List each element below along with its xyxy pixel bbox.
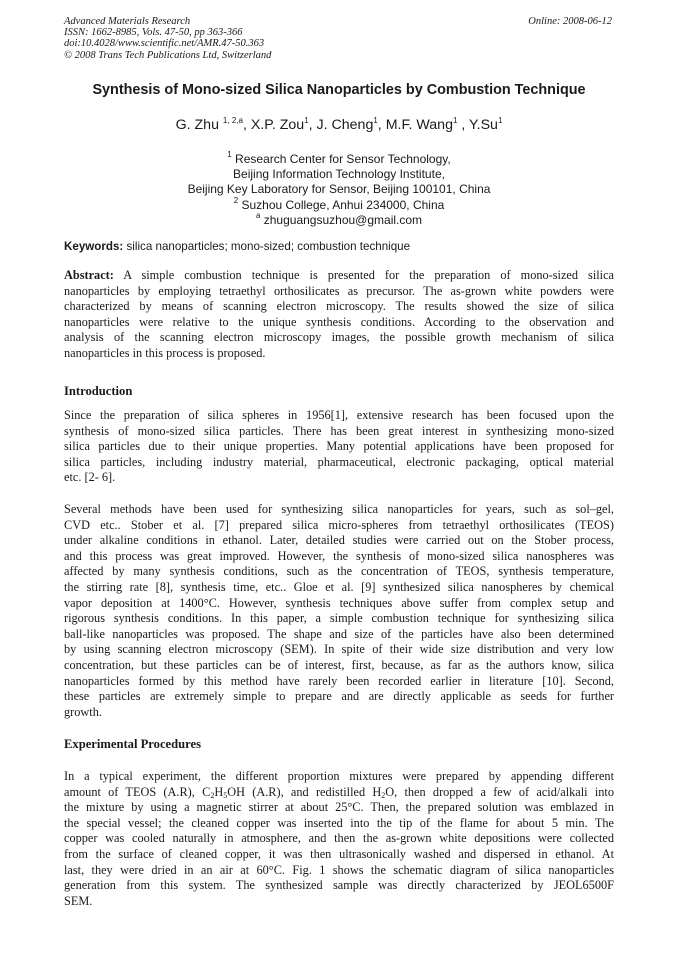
affil-mark: 2 [233, 195, 239, 205]
affil-line: Beijing Key Laboratory for Sensor, Beijing 100101, China [187, 182, 491, 197]
text-line-with-formulas [64, 785, 614, 801]
text-line: etc. [2- 6]. [64, 470, 116, 485]
author-separator: , [308, 117, 317, 133]
text-line: CVD etc.. Stober et al. [7] prepared silica micro-spheres from tetraethyl orthosilicates (TEOS) [64, 517, 614, 532]
text-line: last, they were dried in an air at 60°C. Fig. 1 shows the schematic diagram of silica nanoparticles [64, 862, 614, 877]
text-fragment: amount of TEOS (A.R), C [64, 784, 211, 799]
abstract-line: nanoparticles were relative to the unique synthesis conditions. According to the observation and [64, 314, 614, 329]
text-line: concentration, but these particles can be of interest, first, because, as far as the authors know, silica [64, 657, 614, 672]
experimental-paragraph [64, 769, 614, 909]
text-line: synthesis of mono-sized silica particles. There has been great interest in synthesizing mono-sized [64, 423, 614, 438]
journal-header [64, 16, 424, 61]
abstract-line: characterized by means of scanning electron microscopy. The results showed the size of silica [64, 299, 614, 314]
text-line: Since the preparation of silica spheres in 1956[1], extensive research has been focused upon the [64, 408, 614, 422]
text-line: In a typical experiment, the different proportion mixtures were prepared by appending different [64, 769, 614, 783]
author-name: M.F. Wang [385, 117, 453, 133]
author-name: J. Cheng [316, 117, 374, 133]
text-line: these particles are extremely simple to prepare and are directly applicable as seeds for further [64, 689, 614, 704]
text-line: SEM. [64, 893, 93, 908]
text-line: the stirring rate [8], synthesis time, etc.. Gloe et al. [9] synthesized silica nanospheres by chemical [64, 579, 614, 594]
subscript: 5 [223, 790, 228, 800]
author-affil-mark: 1 [497, 116, 503, 125]
author-email[interactable]: zhuguangsuzhou@gmail.com [260, 212, 423, 227]
text-line: and this process was great improved. However, the synthesis of mono-sized silica nanospheres was [64, 548, 614, 563]
abstract-line: analysis of the scanning electron microscopy images, the possible growth mechanism of silica [64, 330, 614, 345]
subscript: 2 [210, 790, 215, 800]
text-line: rigorous synthesis conditions. In this paper, a simple combustion technique for synthesizing silica [64, 611, 614, 626]
text-fragment: O, then dropped a few of acid/alkali into [385, 784, 614, 799]
text-line: silica particles due to their unique properties. Many potential applications have been proposed for [64, 439, 614, 454]
section-heading-introduction: Introduction [64, 384, 133, 398]
abstract-line: nanoparticles in this process is proposed. [64, 345, 266, 360]
keywords [64, 240, 614, 253]
journal-name: Advanced Materials Research [64, 16, 191, 27]
section-heading-experimental: Experimental Procedures [64, 737, 201, 751]
abstract [64, 268, 614, 362]
author-separator: , [377, 117, 386, 133]
affil-mark: 1 [227, 150, 232, 159]
abstract-label: Abstract: [64, 268, 114, 282]
paper-title: Synthesis of Mono-sized Silica Nanoparticles by Combustion Technique [92, 82, 586, 98]
author-affil-mark: 1 [373, 116, 378, 125]
text-line: affected by many synthesis conditions, such as the concentration of TEOS, synthesis temperature, [64, 564, 614, 579]
text-line: nanoparticles formed by this method have rarely been recorded earlier in literature [10]. Second, [64, 673, 614, 688]
affil-line: Research Center for Sensor Technology, [231, 152, 451, 166]
author-name: X.P. Zou [250, 117, 305, 133]
affil-line: Beijing Information Technology Institute, [233, 167, 445, 182]
text-line: generation from this system. The synthesized sample was directly characterized by JEOL6500F [64, 878, 614, 893]
text-line: ball-like nanoparticles was proposed. The shape and size of the particles have also been determined [64, 626, 614, 641]
intro-paragraph-1 [64, 408, 614, 486]
text-line: from the surface of cleaned copper, it was then ultrasonically washed and dispersed in ethanol. At [64, 846, 614, 861]
author-affil-mark: 1 [304, 116, 309, 125]
author-affil-mark: 1, 2,a [222, 116, 243, 125]
author-name: G. Zhu [175, 117, 219, 133]
journal-doi: doi:10.4028/www.scientific.net/AMR.47-50.363 [64, 38, 265, 50]
keywords-text: silica nanoparticles; mono-sized; combustion technique [123, 240, 411, 253]
text-fragment: OH (A.R), and redistilled H [227, 784, 382, 799]
keywords-label: Keywords: [64, 240, 124, 253]
affil-line: Suzhou College, Anhui 234000, China [238, 197, 445, 212]
text-fragment: H [214, 784, 224, 799]
text-line: Several methods have been used for synthesizing silica nanoparticles for years, such as sol–gel, [64, 502, 614, 516]
journal-issn: ISSN: 1662-8985, Vols. 47-50, pp 363-366 [64, 27, 243, 39]
online-date: Online: 2008-06-12 [528, 16, 612, 27]
text-line: by using scanning electron microscopy (SEM). In spite of their wide size distribution and very low [64, 642, 614, 657]
abstract-line: nanoparticles by employing tetraethyl orthosilicates as precursor. The as-grown white powders were [64, 283, 614, 298]
text-line: copper was cooled naturally in atmosphere, and then the as-grown white depositions were collected [64, 831, 614, 846]
intro-paragraph-2 [64, 502, 614, 720]
affiliations [40, 152, 638, 228]
abstract-line: A simple combustion technique is presented for the preparation of mono-sized silica [113, 268, 614, 282]
journal-copyright: © 2008 Trans Tech Publications Ltd, Switzerland [64, 49, 272, 61]
author-separator: , [242, 117, 251, 133]
email-mark: a [255, 210, 261, 220]
author-name: Y.Su [469, 117, 498, 133]
text-line: silica particles, including industry material, pharmaceutical, electronic packaging, optical material [64, 454, 614, 469]
text-line: the special vessel; the cleaned copper was inserted into the tip of the flame for about 5 min. The [64, 815, 614, 830]
author-separator: , [457, 117, 469, 133]
author-list [40, 117, 638, 133]
text-line: vapor deposition at 1400°C. However, synthesis techniques above suffer from complex setup and [64, 595, 614, 610]
subscript: 2 [381, 790, 386, 800]
author-affil-mark: 1 [452, 116, 458, 125]
text-line: under alkaline conditions in ethanol. Later, detailed studies were carried out on the Stober process, [64, 533, 614, 548]
text-line: the mixture by using a magnetic stirrer at about 25°C. Then, the prepared solution was emblazed in [64, 800, 614, 815]
text-line: growth. [64, 704, 102, 719]
